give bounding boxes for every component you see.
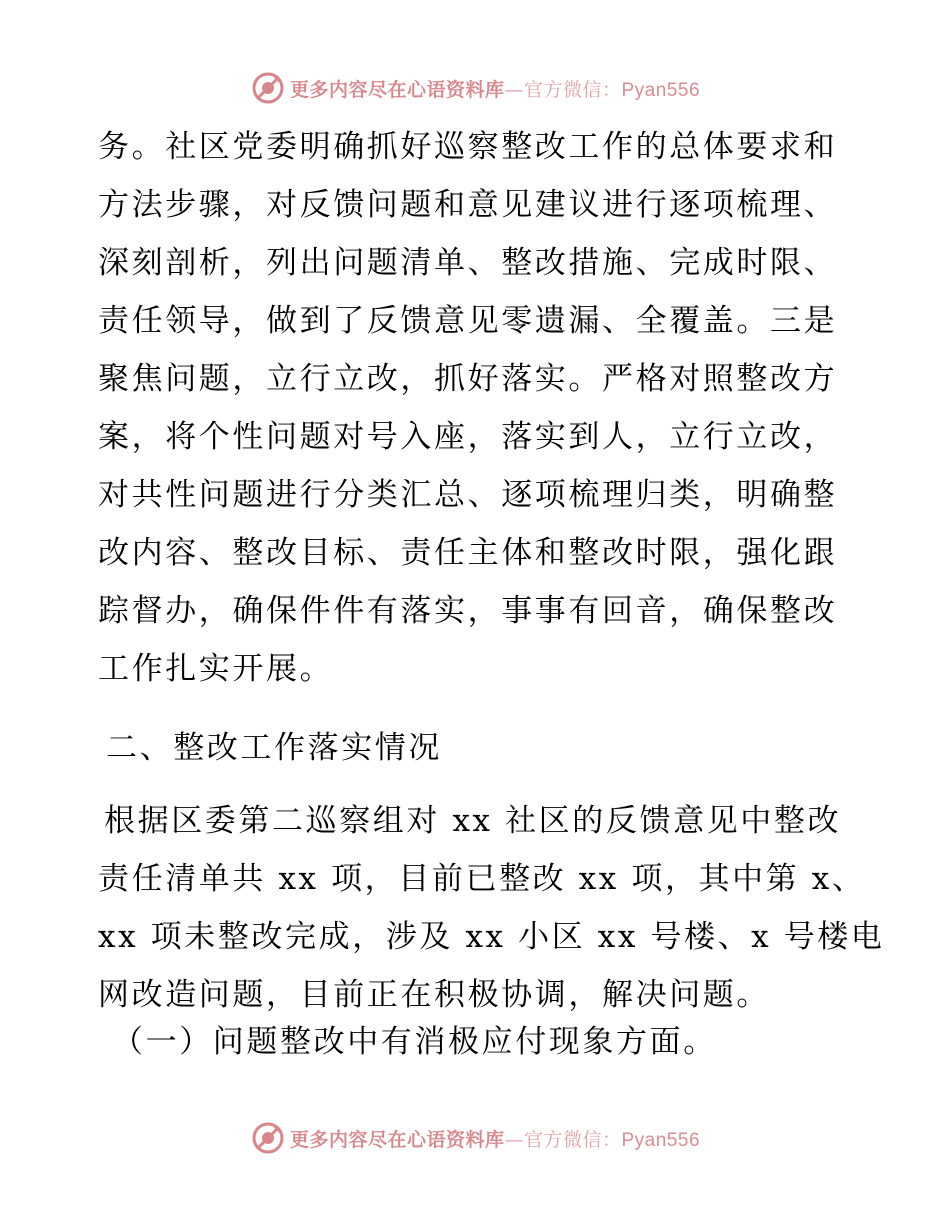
watermark-logo-icon <box>250 70 286 106</box>
watermark-separator: — <box>504 1128 524 1151</box>
text-line: 责任领导，做到了反馈意见零遗漏、全覆盖。三是 <box>98 303 838 339</box>
watermark-main-text: 更多内容尽在心语资料库 <box>289 78 505 101</box>
text-line: 网改造问题，目前正在积极协调，解决问题。 <box>98 977 770 1013</box>
watermark-handle: Pyan556 <box>621 1129 701 1151</box>
text-line: 踪督办，确保件件有落实，事事有回音，确保整改 <box>98 593 838 629</box>
text-line: xx 项未整改完成，涉及 xx 小区 xx 号楼、x 号楼电 <box>98 919 885 955</box>
watermark-main-text: 更多内容尽在心语资料库 <box>289 1128 505 1151</box>
watermark-footer <box>0 1118 950 1158</box>
text-line: 责任清单共 xx 项，目前已整改 xx 项，其中第 x、 <box>98 861 866 897</box>
watermark-sub-text: 官方微信： <box>523 1128 622 1151</box>
watermark-logo-icon <box>250 1120 286 1156</box>
watermark-handle: Pyan556 <box>621 79 701 101</box>
text-line: 根据区委第二巡察组对 xx 社区的反馈意见中整改 <box>104 803 842 839</box>
text-line: 方法步骤，对反馈问题和意见建议进行逐项梳理、 <box>98 187 838 223</box>
text-line: 改内容、整改目标、责任主体和整改时限，强化跟 <box>98 535 838 571</box>
watermark-sub-text: 官方微信： <box>523 78 622 101</box>
section-heading: 二、整改工作落实情况 <box>106 730 442 766</box>
watermark-separator: — <box>504 78 524 101</box>
text-line: 聚焦问题，立行立改，抓好落实。严格对照整改方 <box>98 361 838 397</box>
text-line: 深刻剖析，列出问题清单、整改措施、完成时限、 <box>98 245 838 281</box>
paragraph-2 <box>98 792 885 1024</box>
text-line: 案，将个性问题对号入座，落实到人，立行立改， <box>98 419 838 455</box>
watermark-header <box>0 68 950 108</box>
text-line: 工作扎实开展。 <box>98 651 334 687</box>
subsection-heading: （一）问题整改中有消极应付现象方面。 <box>112 1024 717 1060</box>
text-line: 务。社区党委明确抓好巡察整改工作的总体要求和 <box>98 129 838 165</box>
paragraph-1 <box>98 118 858 698</box>
text-line: 对共性问题进行分类汇总、逐项梳理归类，明确整 <box>98 477 838 513</box>
